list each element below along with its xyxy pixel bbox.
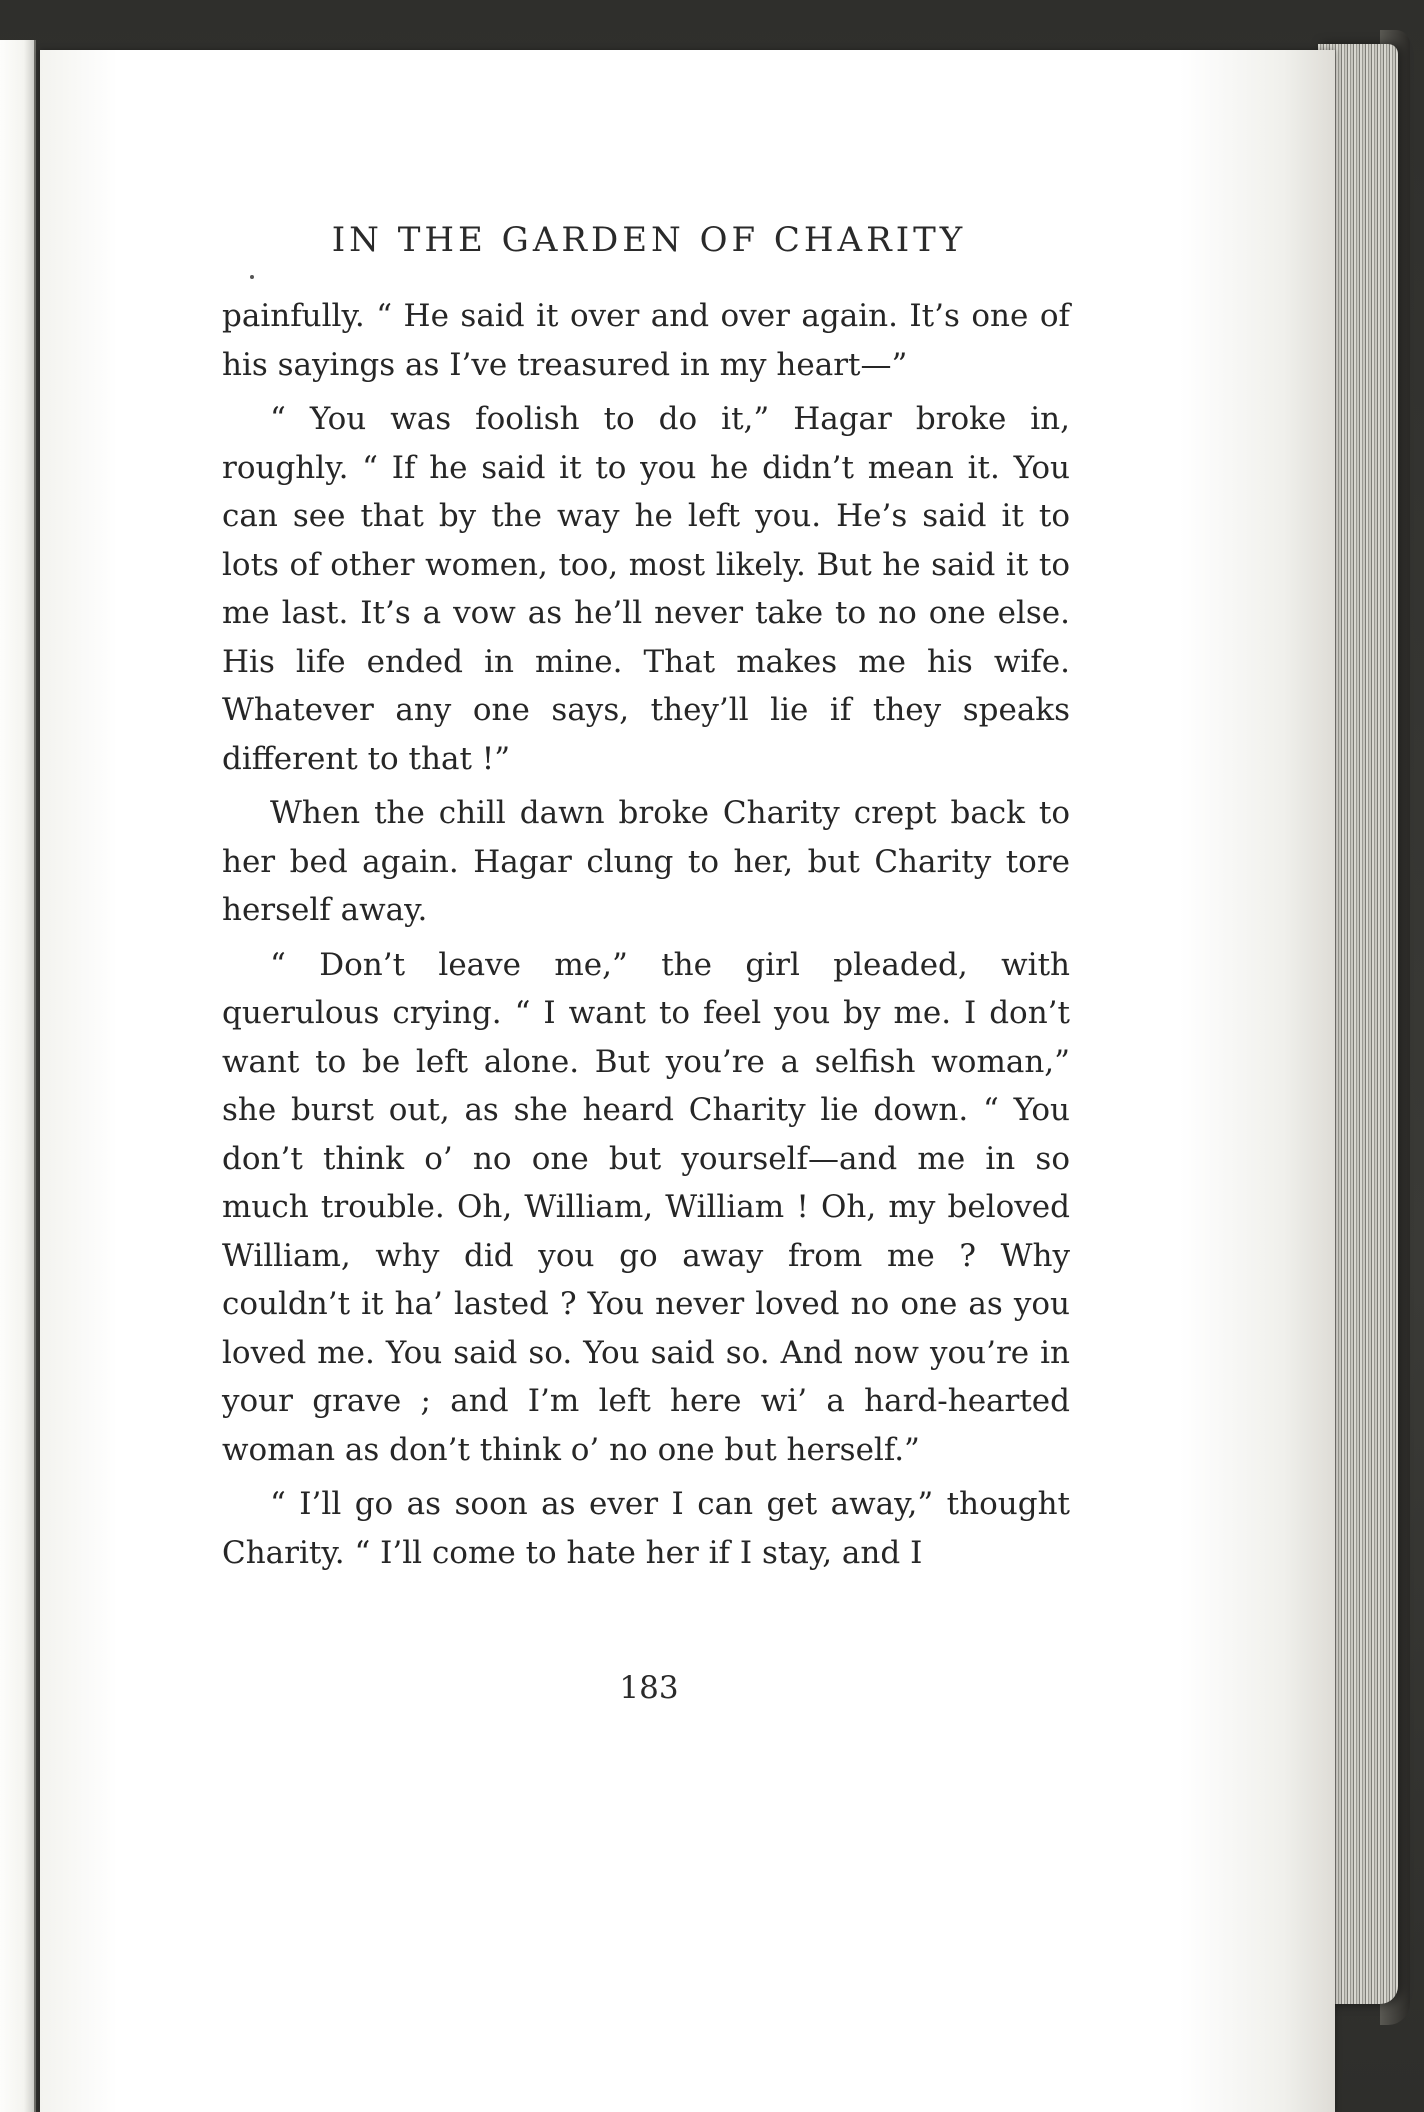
paragraph: “ Don’t leave me,” the girl pleaded, with querulous crying. “ I want to feel you by me. I don’t want to be left alone. But you’re a selfish woman,” she burst out, as she heard Charity lie down. “ You don’t think o’ no one but yourself—and me in so much trouble. Oh, William, William ! Oh, my beloved William, why did you go away from me ? Why couldn’t it ha’ lasted ? You never loved no one as you loved me. You said so. You said so. And now you’re in your grave ; and I’m left here wi’ a hard-hearted woman as don’t think o’ no one but herself.” <box>222 946 1070 1468</box>
facing-page-edge <box>0 40 36 2112</box>
paragraph: When the chill dawn broke Charity crept back to her bed again. Hagar clung to her, but Charity tore herself away. <box>222 795 1070 928</box>
page-number: 183 <box>619 1670 679 1706</box>
paragraph: “ You was foolish to do it,” Hagar broke in, roughly. “ If he said it to you he didn’t mean it. You can see that by the way he left you. He’s said it to lots of other women, too, most likely. But he said it to me last. It’s a vow as he’ll never take to no one else. His life ended in mine. That makes me his wife. Whatever any one says, they’ll lie if they speaks different to that !” <box>222 401 1070 777</box>
running-head: IN THE GARDEN OF CHARITY <box>331 220 967 260</box>
paragraph: painfully. “ He said it over and over again. It’s one of his sayings as I’ve treasured in my heart—” <box>222 298 1070 383</box>
body-text <box>222 292 1070 1577</box>
paragraph: “ I’ll go as soon as ever I can get away,” thought Charity. “ I’ll come to hate her if I stay, and I <box>222 1486 1070 1571</box>
paper-speck <box>250 275 254 279</box>
